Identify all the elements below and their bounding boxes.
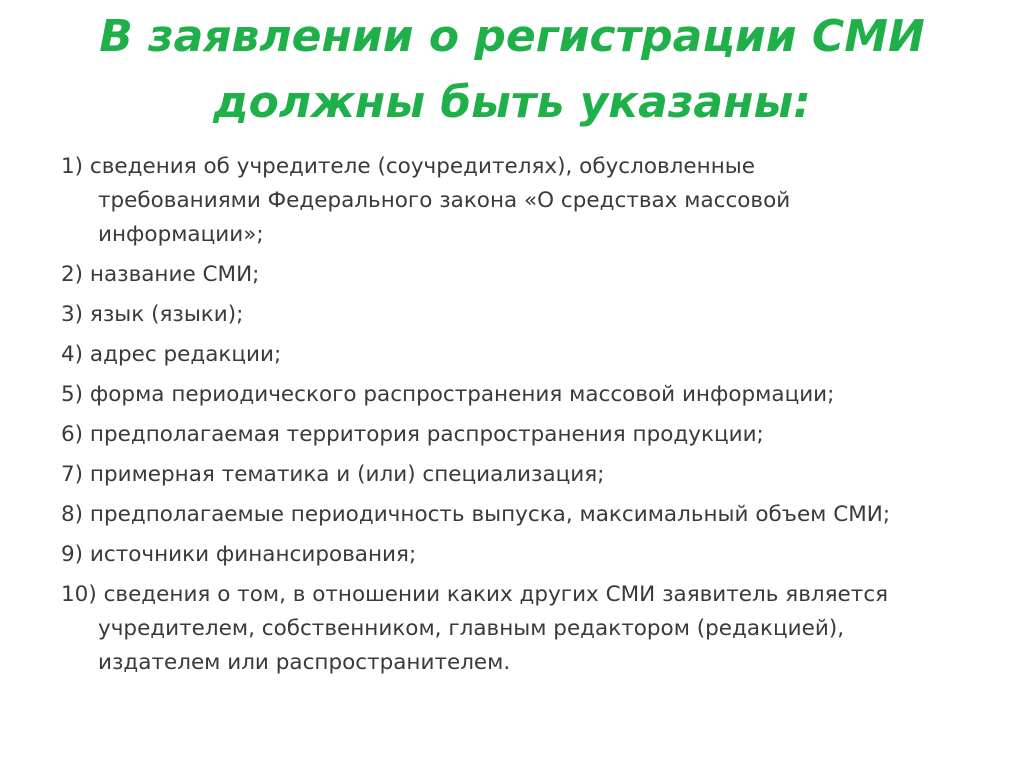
list-item-6-line-1: 6) предполагаемая территория распространения продукции; <box>61 422 764 447</box>
list-item-3-line-1: 3) язык (языки); <box>61 302 244 327</box>
list-item-8-line-1: 8) предполагаемые периодичность выпуска, максимальный объем СМИ; <box>61 502 891 527</box>
list-item-5 <box>61 378 1001 412</box>
list-item-2-line-1: 2) название СМИ; <box>61 262 260 287</box>
list-item-7-line-1: 7) примерная тематика и (или) специализация; <box>61 462 605 487</box>
list-item-1-line-3: информации»; <box>98 222 264 247</box>
list-item-1-line-1: 1) сведения об учредителе (соучредителях), обусловленные <box>61 154 755 179</box>
list-item-10-line-3: издателем или распространителем. <box>98 650 511 675</box>
list-item-10-line-1: 10) сведения о том, в отношении каких других СМИ заявитель является <box>61 582 889 607</box>
list-item-1-line-2: требованиями Федерального закона «О средствах массовой <box>98 188 791 213</box>
list-item-8 <box>61 498 1001 532</box>
list-item-10 <box>61 578 1001 680</box>
list-item-10-line-2: учредителем, собственником, главным редактором (редакцией), <box>98 616 845 641</box>
list-item-2 <box>61 258 1001 292</box>
slide-title-line-2: должны быть указаны: <box>213 77 811 128</box>
requirements-list <box>61 150 1001 686</box>
slide-title-line-1: В заявлении о регистрации СМИ <box>99 11 925 62</box>
list-item-7 <box>61 458 1001 492</box>
list-item-5-line-1: 5) форма периодического распространения массовой информации; <box>61 382 835 407</box>
list-item-9 <box>61 538 1001 572</box>
list-item-3 <box>61 298 1001 332</box>
list-item-6 <box>61 418 1001 452</box>
list-item-9-line-1: 9) источники финансирования; <box>61 542 417 567</box>
slide-title <box>0 4 1024 136</box>
list-item-1 <box>61 150 1001 252</box>
list-item-4-line-1: 4) адрес редакции; <box>61 342 282 367</box>
list-item-4 <box>61 338 1001 372</box>
